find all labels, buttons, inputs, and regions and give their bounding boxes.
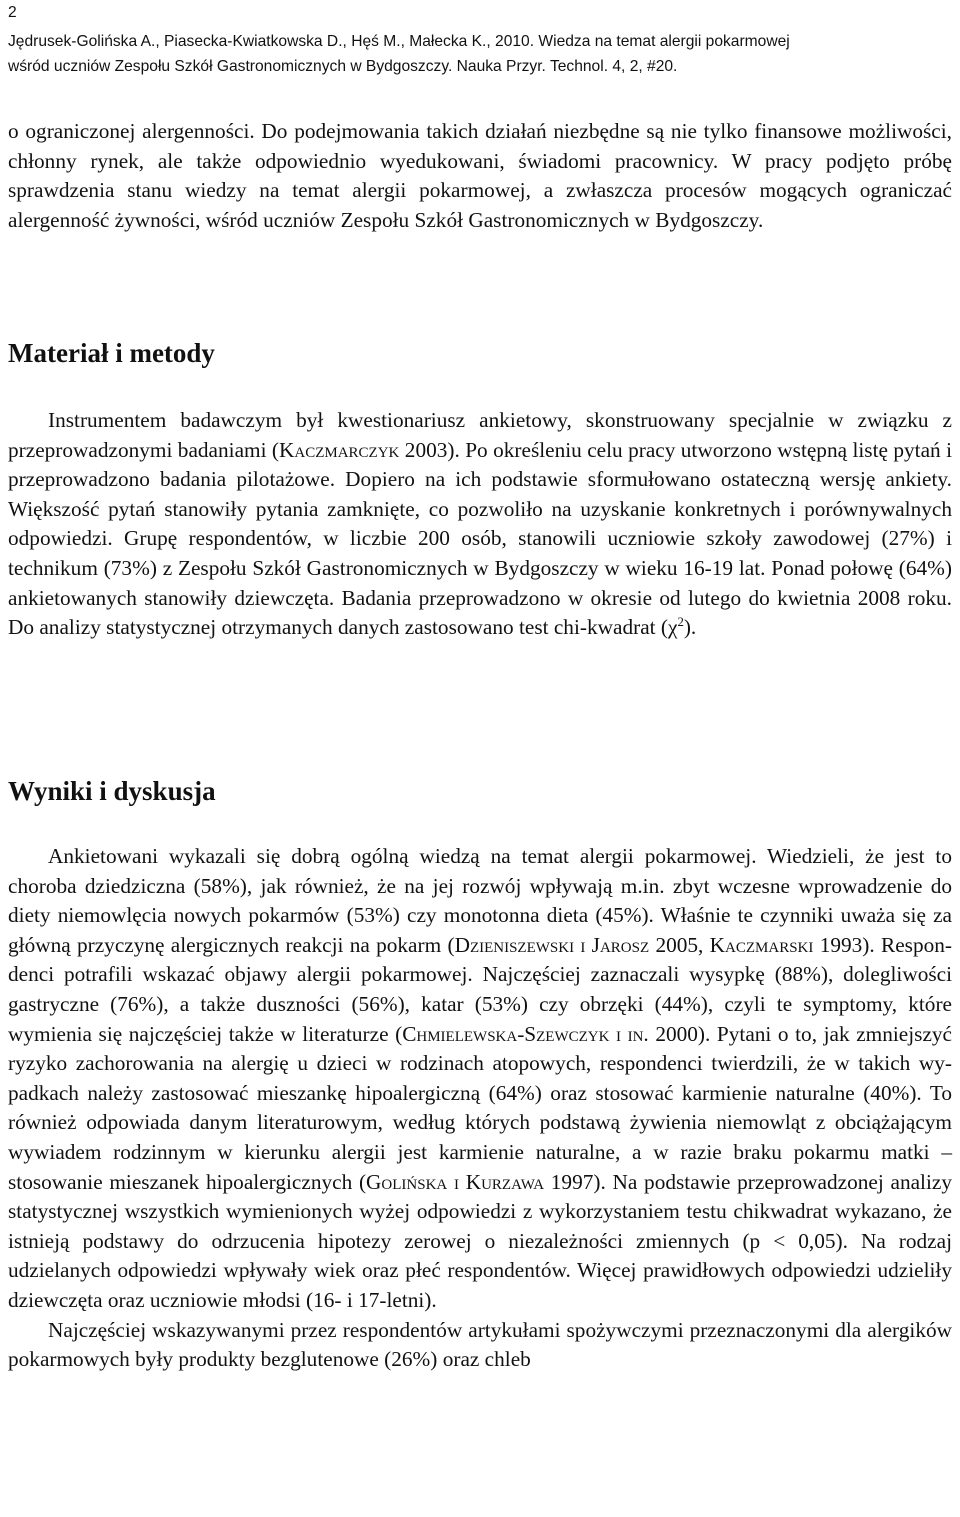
- results-text-a: Ankietowani wykazali się dobrą ogólną wiedzą na temat alergii pokarmowej. Wiedzieli, że jest to choroba dziedziczna (58%), jak również, że na jej rozwój wpływają m.in. zbyt wczesne wprowadzenie do diety niemowlęcia nowych pokarmów (53%) czy monotonna dieta (45%). Właśnie te czynniki uważa się za główną przyczynę alergicznych reakcji na pokarm (: [8, 844, 952, 957]
- citation-kaczmarski: Kaczmarski: [709, 932, 814, 957]
- results-heading: Wyniki i dyskusja: [8, 776, 216, 806]
- results-text-c: 1993). Respondenci potrafili wskazać objawy alergii pokarmowej. Najczęściej zaznaczali wysypkę (88%), dolegliwości gastryczne (76%), a także duszności (56%), katar (53%) czy obrzęki (44%), czyli te symptomy, które wymienia się najczęściej także w literaturze (: [8, 932, 952, 1046]
- results-section: [8, 842, 952, 1375]
- methods-text-c: ).: [683, 615, 697, 640]
- page-header: [8, 0, 952, 79]
- methods-paragraph: [8, 406, 952, 643]
- methods-text-b: 2003). Po określeniu celu pracy utworzono wstępną listę pytań i przeprowadzono badania pilotażowe. Dopiero na ich podstawie sformułowano ostateczną wersję ankiety. Większość pytań stanowiły pytania zamknięte, co pozwoliło na uzyskanie konkretnych i porównywalnych odpowiedzi. Grupę respondentów, w liczbie 200 osób, stanowili uczniowie szkoły zawodowej (27%) i technikum (73%) z Zespołu Szkół Gastronomicznych w Bydgoszczy w wieku 16-19 lat. Ponad połowę (64%) ankietowanych stanowiły dziewczęta. Badania przeprowadzono w okresie od lutego do kwietnia 2008 roku. Do analizy statystycznej otrzymanych danych zastosowano test chi-kwadrat (χ: [8, 437, 952, 640]
- intro-section: [8, 117, 952, 235]
- page-number: 2: [8, 4, 17, 21]
- citation-chmielewska-szewczyk: Chmielewska-Szewczyk i in.: [402, 1021, 649, 1046]
- results-text-e: 1997). Na podstawie przeprowadzonej analizy statystycznej wszystkich wymienionych wyżej odpowiedzi z wykorzystaniem testu chikwadrat wykazano, że istnieją podstawy do odrzucenia hipotezy zerowej o niezależności zmiennych (p < 0,05). Na rodzaj udzielanych odpowiedzi wpływały wiek oraz płeć respondentów. Więcej prawidłowych odpowiedzi udzieliły dziewczęta oraz uczniowie młodsi (16- i 17-letni).: [8, 1169, 952, 1312]
- methods-heading: Materiał i metody: [8, 338, 215, 368]
- citation-dzieniszewski-jarosz: Dzieniszewski i Jarosz: [454, 932, 650, 957]
- results-text-b: 2005,: [649, 932, 710, 957]
- results-text-d: 2000). Pytani o to, jak zmniejszyć ryzyko zachorowania na alergię u dzieci w rodzinach atopowych, respondenci twierdzili, że w takich wypadkach należy zastosować mieszankę hipoalergiczną (64%) oraz stosować karmienie naturalne (40%). To również odpowiada danym literaturowym, według których podstawą żywienia niemowląt z obciążającym wywiadem rodzinnym w kierunku alergii jest karmienie naturalne, a w razie braku pokarmu matki – stosowanie mieszanek hipoalergicznych (: [8, 1021, 952, 1194]
- methods-text-a: Instrumentem badawczym był kwestionariusz ankietowy, skonstruowany specjalnie w związku z przeprowadzonymi badaniami (: [8, 408, 952, 462]
- citation-golinska-kurzawa: Golińska i Kurzawa: [366, 1169, 545, 1194]
- results-paragraph-2: Najczęściej wskazywanymi przez respondentów artykułami spożywczymi przeznaczonymi dla alergików pokarmowych były produkty bezglutenowe (26%) oraz chleb: [8, 1317, 952, 1372]
- chi-square-superscript: 2: [677, 615, 684, 630]
- intro-paragraph: o ograniczonej alergenności. Do podejmowania takich działań niezbędne są nie tylko finansowe możliwości, chłonny rynek, ale także odpowiednio wyedukowani, świadomi pracownicy. W pracy podjęto próbę sprawdzenia stanu wiedzy na temat alergii pokarmowej, a zwłaszcza procesów mogących ograniczać alergenność żywności, wśród uczniów Zespołu Szkół Gastronomicznych w Bydgoszczy.: [8, 119, 952, 232]
- methods-section: [8, 406, 952, 643]
- results-paragraph-1: [8, 842, 952, 1316]
- citation-line-1: Jędrusek-Golińska A., Piasecka-Kwiatkowska D., Hęś M., Małecka K., 2010. Wiedza na temat alergii pokarmowej: [8, 33, 790, 50]
- citation-kaczmarczyk: Kaczmarczyk: [279, 437, 400, 462]
- citation-line-2: wśród uczniów Zespołu Szkół Gastronomicznych w Bydgoszczy. Nauka Przyr. Technol. 4, 2, #20.: [8, 58, 678, 75]
